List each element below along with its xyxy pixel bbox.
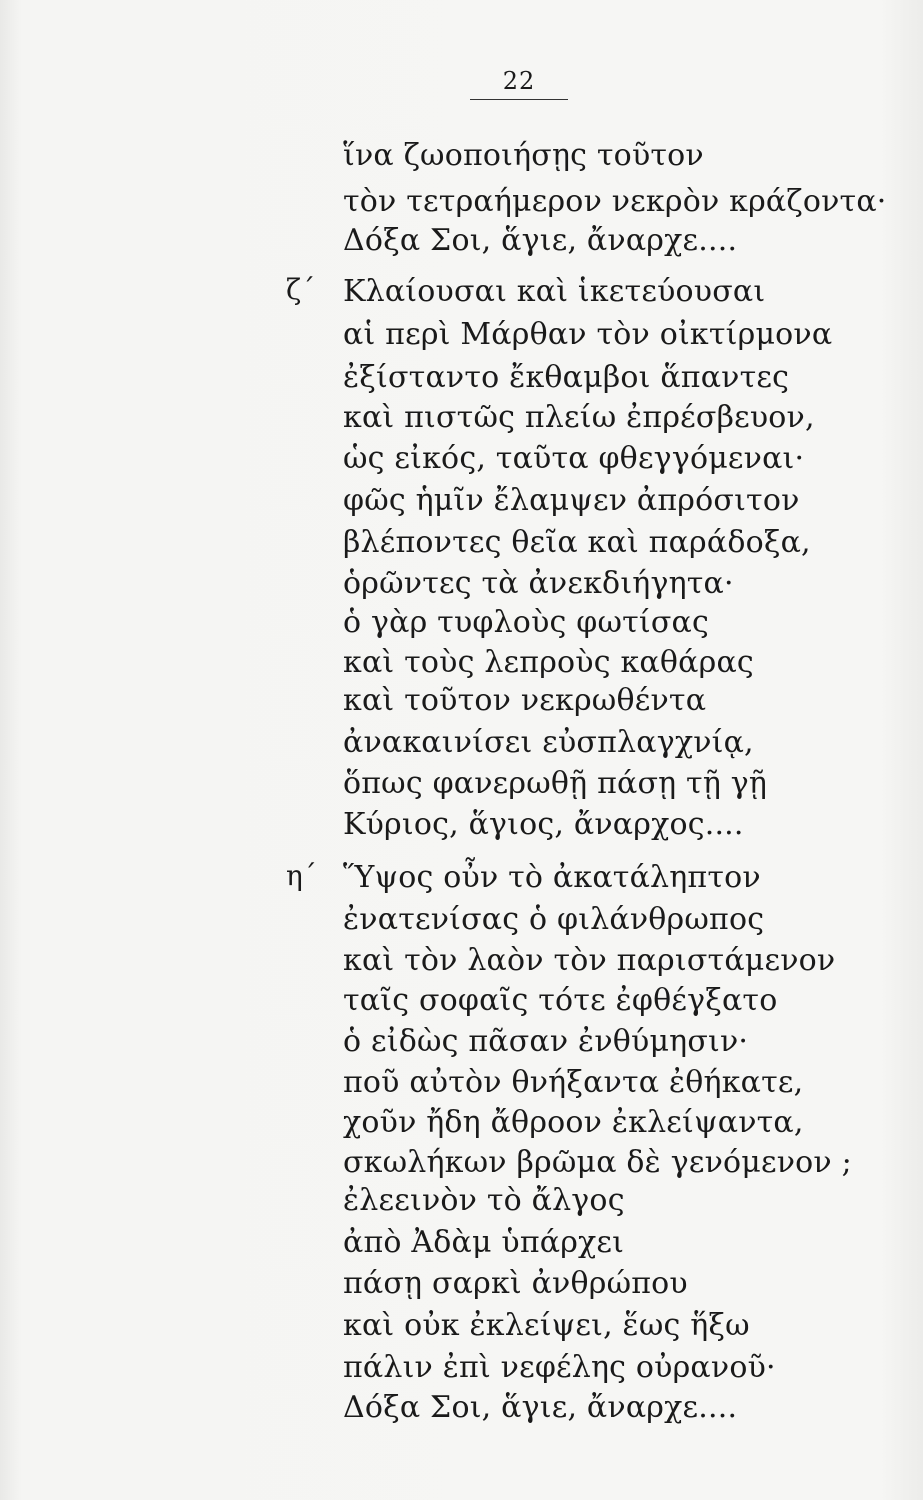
- verse-line: ὁ γὰρ τυφλοὺς φωτίσας: [343, 605, 710, 640]
- verse-line: σκωλήκων βρῶμα δὲ γενόμενον ;: [343, 1145, 852, 1180]
- verse-line: ἵνα ζωοποιήσῃς τοῦτον: [343, 138, 704, 173]
- verse-line: καὶ τοὺς λεπροὺς καθάρας: [343, 645, 754, 680]
- page-number: 22: [502, 67, 536, 95]
- verse-line: Ὕψος οὖν τὸ ἀκατάληπτον: [343, 860, 761, 895]
- verse-line: καὶ οὐκ ἐκλείψει, ἕως ἥξω: [343, 1308, 750, 1343]
- verse-line: πάσῃ σαρκὶ ἀνθρώπου: [343, 1266, 688, 1301]
- verse-line: ἀπὸ Ἀδὰμ ὑπάρχει: [343, 1225, 625, 1260]
- verse-line: Δόξα Σοι, ἅγιε, ἄναρχε....: [343, 223, 738, 258]
- verse-line: καὶ τὸν λαὸν τὸν παριστάμενον: [343, 943, 836, 978]
- verse-line: ἀνακαινίσει εὐσπλαγχνίᾳ,: [343, 725, 754, 760]
- verse-line: αἱ περὶ Μάρθαν τὸν οἰκτίρμονα: [343, 317, 833, 352]
- verse-line: ὁρῶντες τὰ ἀνεκδιήγητα·: [343, 566, 734, 601]
- verse-line: χοῦν ἤδη ἄθροον ἐκλείψαντα,: [343, 1105, 804, 1140]
- page-number-rule: [470, 99, 568, 100]
- verse-line: καὶ πιστῶς πλείω ἐπρέσβευον,: [343, 400, 815, 435]
- verse-line: Κύριος, ἅγιος, ἄναρχος....: [343, 807, 744, 842]
- verse-line: ἐξίσταντο ἔκθαμβοι ἅπαντες: [343, 360, 790, 395]
- verse-line: ποῦ αὐτὸν θνήξαντα ἐθήκατε,: [343, 1065, 804, 1100]
- verse-line: καὶ τοῦτον νεκρωθέντα: [343, 683, 707, 718]
- verse-line: ὅπως φανερωθῇ πάσῃ τῇ γῇ: [343, 766, 768, 801]
- verse-line: ὁ εἰδὼς πᾶσαν ἐνθύμησιν·: [343, 1024, 749, 1059]
- verse-line: Κλαίουσαι καὶ ἱκετεύουσαι: [343, 274, 766, 309]
- verse-line: Δόξα Σοι, ἅγιε, ἄναρχε....: [343, 1390, 738, 1425]
- stanza-marker: ζ΄: [286, 273, 316, 306]
- verse-line: ταῖς σοφαῖς τότε ἐφθέγξατο: [343, 983, 778, 1018]
- verse-line: βλέποντες θεῖα καὶ παράδοξα,: [343, 525, 811, 560]
- verse-line: φῶς ἡμῖν ἔλαμψεν ἀπρόσιτον: [343, 483, 800, 518]
- verse-line: ὡς εἰκός, ταῦτα φθεγγόμεναι·: [343, 441, 805, 476]
- verse-line: ἐνατενίσας ὁ φιλάνθρωπος: [343, 902, 765, 937]
- verse-line: πάλιν ἐπὶ νεφέλης οὐρανοῦ·: [343, 1350, 776, 1385]
- stanza-marker: η΄: [286, 859, 317, 892]
- verse-line: τὸν τετραήμερον νεκρὸν κράζοντα·: [343, 184, 887, 219]
- verse-line: ἐλεεινὸν τὸ ἄλγος: [343, 1183, 625, 1218]
